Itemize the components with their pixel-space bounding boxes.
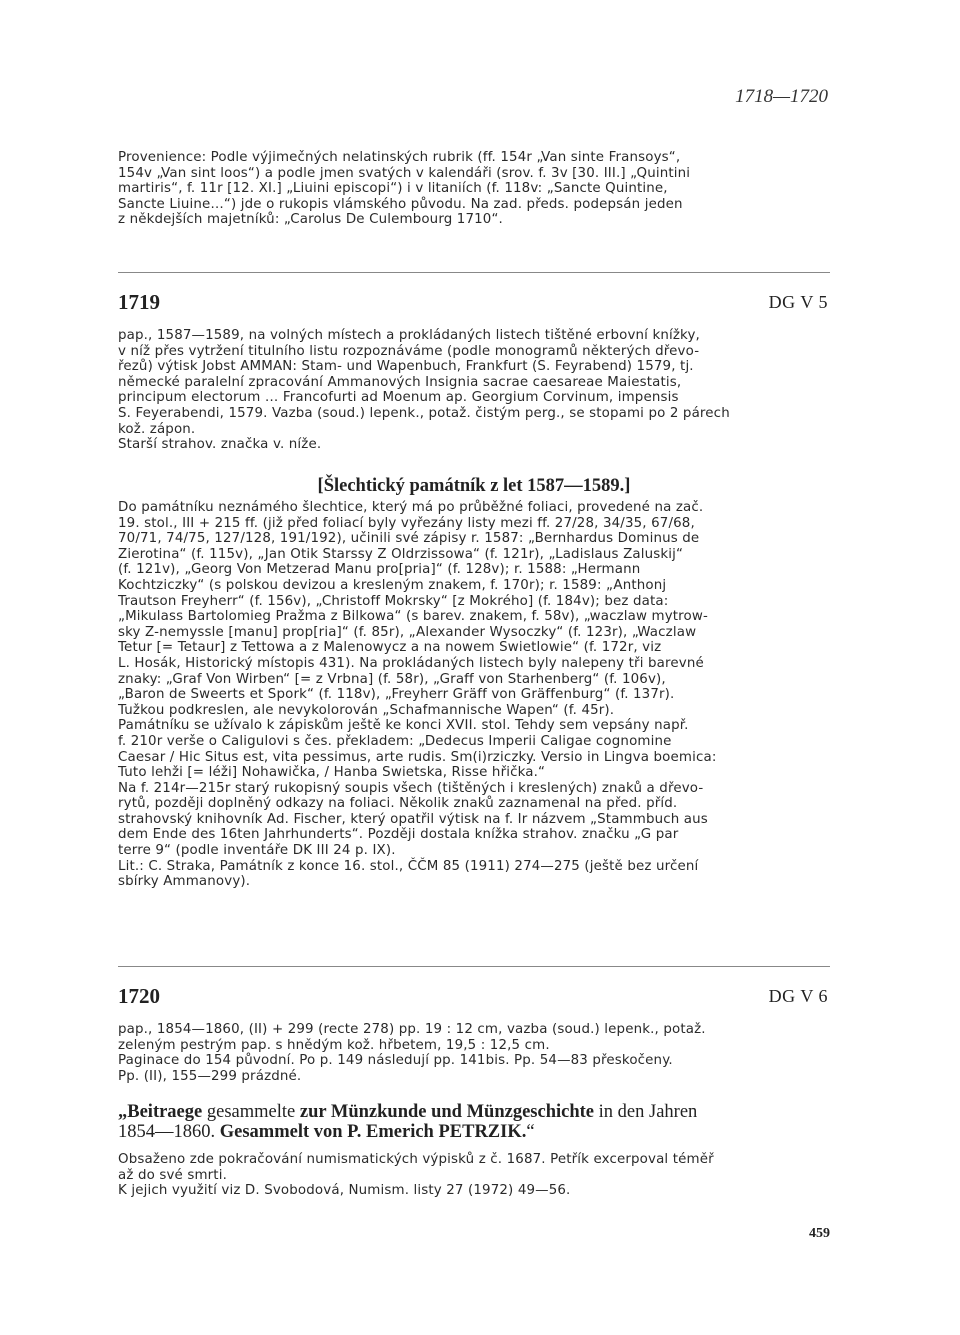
text-line: rytů, později doplněný odkazy na foliaci. Několik znaků zaznamenal na před. příd. bbox=[118, 796, 678, 812]
entry-content bbox=[118, 1152, 830, 1199]
text-line: pap., 1854—1860, (II) + 299 (recte 278) pp. 19 : 12 cm, vazba (soud.) lepenk., potaž. bbox=[118, 1022, 706, 1037]
text-line: pap., 1587—1589, na volných místech a prokládaných listech tištěné erbovní knížky, bbox=[118, 328, 700, 343]
page-number: 459 bbox=[809, 1226, 830, 1241]
title-part-bold: „Beitraege bbox=[118, 1102, 203, 1122]
text-line: Kochtziczky“ (s polskou devizou a kresleným znakem, f. 170r); r. 1589: „Anthonj bbox=[118, 577, 667, 593]
text-line: německé paralelní zpracování Ammanových Insignia sacrae caesareae Maiestatis, bbox=[118, 374, 682, 390]
text-line: Do památníku neznámého šlechtice, který má po průběžné foliaci, provedené na zač. bbox=[118, 500, 704, 515]
provenance-paragraph bbox=[118, 150, 830, 228]
text-line: L. Hosák, Historický místopis 431). Na prokládaných listech byly nalepeny tři barevné bbox=[118, 655, 704, 671]
title-part-bold: Gesammelt von P. Emerich PETRZIK. bbox=[219, 1122, 527, 1142]
entry-title bbox=[118, 1102, 830, 1142]
text-line: Paginace do 154 původní. Po p. 149 následují pp. 141bis. Pp. 54—83 přeskočeny. bbox=[118, 1053, 673, 1069]
text-line: K jejich využití viz D. Svobodová, Numism. listy 27 (1972) 49—56. bbox=[118, 1183, 571, 1199]
title-line bbox=[118, 1122, 830, 1142]
text-line: kož. zápon. bbox=[118, 421, 196, 437]
running-head: 1718—1720 bbox=[735, 86, 828, 107]
shelfmark: DG V 5 bbox=[768, 292, 828, 312]
text-line: až do své smrti. bbox=[118, 1167, 227, 1183]
text-line: Na f. 214r—215r starý rukopisný soupis všech (tištěných i kreslených) znaků a dřevo- bbox=[118, 780, 704, 796]
text-line: Caesar / Hic Situs est, vita pessimus, arte rudis. Sm(i)rziczky. Versio in Lingva boemica: bbox=[118, 749, 717, 765]
entry-number: 1720 bbox=[118, 984, 160, 1008]
text-line: (f. 121v), „Georg Von Metzerad Manu pro[pria]“ (f. 128v); r. 1588: „Hermann bbox=[118, 562, 641, 578]
text-line: Pp. (II), 155—299 prázdné. bbox=[118, 1068, 302, 1084]
text-line: sbírky Ammanovy). bbox=[118, 874, 251, 890]
section-divider bbox=[118, 272, 830, 273]
text-line: Obsaženo zde pokračování numismatických výpisků z č. 1687. Petřík excerpoval téměř bbox=[118, 1152, 714, 1167]
text-line: Lit.: C. Straka, Památník z konce 16. stol., ČČM 85 (1911) 274—275 (ještě bez určení bbox=[118, 858, 699, 874]
text-line: Tetur [= Tetaur] z Tettowa a z Malenowycz a na nowem Swietlowie“ (f. 172r, viz bbox=[118, 640, 662, 656]
text-line: „Mikulass Bartolomieg Pražma z Bilkowa“ (s barev. znakem, f. 58v), „waczlaw mytrow- bbox=[118, 609, 708, 625]
text-line: S. Feyerabendi, 1579. Vazba (soud.) lepenk., potaž. čistým perg., se stopami po 2 párech bbox=[118, 405, 730, 421]
text-line: 70/71, 74/75, 127/128, 191/192), učinili své zápisy r. 1587: „Bernhardus Dominus de bbox=[118, 531, 700, 547]
text-line: Památníku se užívalo k zápiskům ještě ke konci XVII. stol. Tehdy sem vepsány např. bbox=[118, 718, 689, 734]
title-part: 1854—1860. bbox=[118, 1122, 220, 1142]
text-line: 154v „Van sint loos“) a podle jmen svatých v kalendáři (srov. f. 3v [30. III.] „Quintini bbox=[118, 165, 691, 181]
shelfmark: DG V 6 bbox=[768, 986, 828, 1006]
text-line: Trautson Freyherr“ (f. 156v), „Christoff Mokrsky“ [z Mokrého] (f. 184v); bez data: bbox=[118, 593, 669, 609]
text-line: Sancte Liuine…“) jde o rukopis vlámského původu. Na zad. předs. podepsán jeden bbox=[118, 196, 683, 212]
text-line: v níž přes vytržení titulního listu rozpoznáváme (podle monogramů některých dřevo- bbox=[118, 343, 700, 359]
title-line bbox=[118, 1102, 830, 1122]
text-line: 19. stol., III + 215 ff. (již před foliací byly vyřezány listy mezi ff. 27/28, 34/35, 67/68, bbox=[118, 515, 695, 531]
text-line: z někdejších majetníků: „Carolus De Culembourg 1710“. bbox=[118, 212, 503, 228]
entry-content bbox=[118, 500, 830, 890]
text-line: martiris“, f. 11r [12. XI.] „Liuini episcopi“) i v litaniích (f. 118v: „Sancte Quintine, bbox=[118, 181, 668, 197]
entry-title: [Šlechtický památník z let 1587—1589.] bbox=[317, 476, 631, 496]
title-part: “ bbox=[526, 1122, 535, 1142]
entry-description bbox=[118, 1022, 830, 1084]
entry-description bbox=[118, 328, 830, 453]
title-part: in den Jahren bbox=[594, 1102, 698, 1122]
text-line: sky Z-nemyssle [manu] prop[ria]“ (f. 85r), „Alexander Wysoczky“ (f. 123r), „Waczlaw bbox=[118, 624, 697, 640]
text-line: Starší strahov. značka v. níže. bbox=[118, 437, 322, 453]
title-part-bold: zur Münzkunde und Münzgeschichte bbox=[299, 1102, 595, 1122]
text-line: Provenience: Podle výjimečných nelatinských rubrik (ff. 154r „Van sinte Fransoys“, bbox=[118, 150, 681, 165]
text-line: Tuto lehži [= léži] Nohawička, / Hanba Swietska, Risse hřička.“ bbox=[118, 765, 546, 781]
entry-number: 1719 bbox=[118, 290, 160, 314]
text-line: znaky: „Graf Von Wirben“ [= z Vrbna] (f. 58r), „Graff von Starhenberg“ (f. 106v), bbox=[118, 671, 666, 687]
text-line: f. 210r verše o Caligulovi s čes. překladem: „Dedecus Imperii Caligae cognomine bbox=[118, 733, 672, 749]
text-line: Zierotina“ (f. 115v), „Jan Otik Starssy Z Oldrzissowa“ (f. 121r), „Ladislaus Zaluskij“ bbox=[118, 546, 684, 562]
text-line: „Baron de Sweerts et Spork“ (f. 118v), „Freyherr Gräff von Gräffenburg“ (f. 137r). bbox=[118, 687, 675, 703]
text-line: strahovský knihovník Ad. Fischer, který opatřil výtisk na f. Ir názvem „Stammbuch aus bbox=[118, 811, 708, 827]
text-line: dem Ende des 16ten Jahrhunderts“. Později dostala knížka strahov. značku „G par bbox=[118, 827, 679, 843]
text-line: terre 9“ (podle inventáře DK III 24 p. IX). bbox=[118, 843, 396, 859]
title-part: gesammelte bbox=[202, 1102, 300, 1122]
text-line: principum electorum … Francofurti ad Moenum ap. Georgium Corvinum, impensis bbox=[118, 390, 679, 406]
text-line: zeleným pestrým pap. s hnědým kož. hřbetem, 19,5 : 12,5 cm. bbox=[118, 1037, 550, 1053]
text-line: Tužkou podkreslen, ale nevykolorován „Schafmannische Wapen“ (f. 45r). bbox=[118, 702, 615, 718]
text-line: řezů) výtisk Jobst AMMAN: Stam- und Wapenbuch, Frankfurt (S. Feyrabend) 1579, tj. bbox=[118, 359, 694, 375]
section-divider bbox=[118, 966, 830, 967]
